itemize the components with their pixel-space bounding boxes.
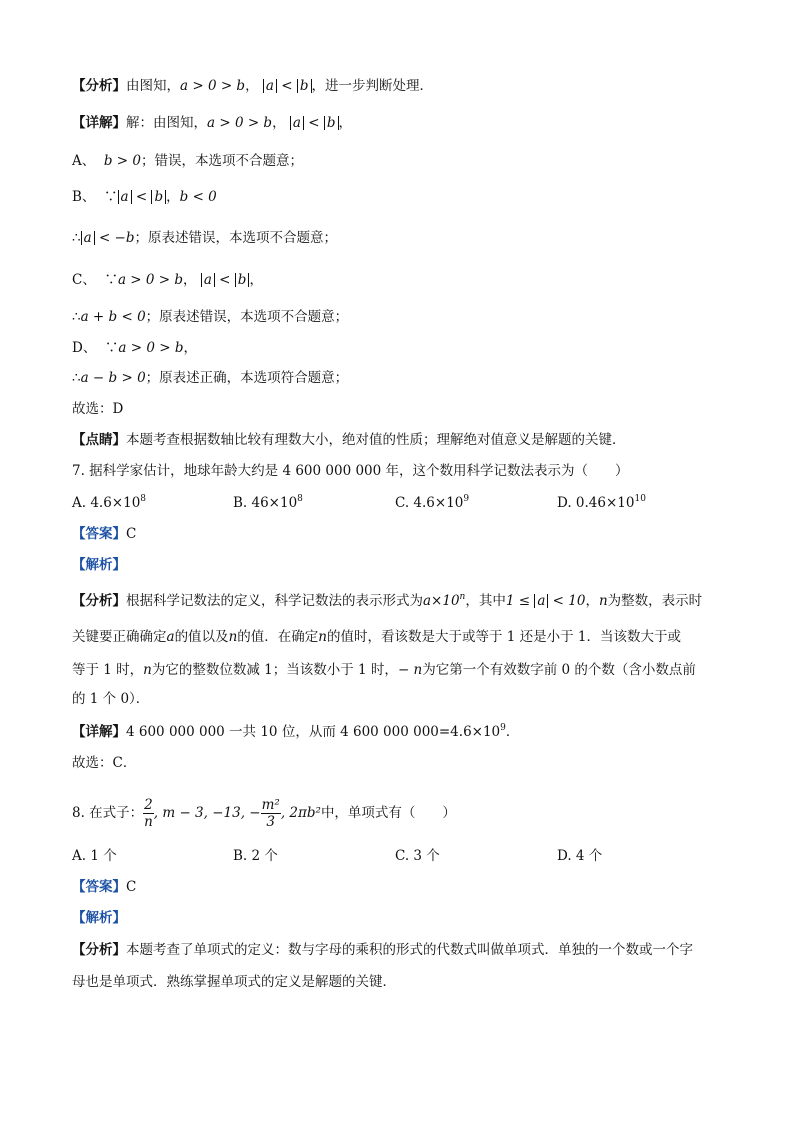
q7-option-d: D. $0.46\times 10^{10}$ — [557, 494, 646, 511]
q7-option-b: B. $46\times 10^8$ — [233, 494, 303, 511]
choose-line: 故选：D — [72, 401, 124, 417]
abs-value: a — [201, 273, 215, 287]
abs-value: b — [324, 116, 339, 130]
abs-value: b — [297, 79, 312, 93]
fraction-m2-over-3: $\frac{\text{m²}}{3}$ — [261, 797, 280, 830]
q7-detail: 【详解】4 600 000 000 一共 10 位，从而 4 600 000 $000=4.6\times 10^9$． — [72, 723, 520, 740]
abs-value: a — [81, 231, 95, 245]
abs-value: a — [290, 116, 304, 130]
q8-option-c: C. 3 个 — [395, 848, 440, 864]
q8-analysis-line-2: 母也是单项式．熟练掌握单项式的定义是解题的关键． — [72, 974, 396, 990]
analysis-tag: 【分析】 — [72, 78, 126, 94]
q8-option-b: B. 2 个 — [233, 848, 278, 864]
analysis-line: 【分析】由图知，a > 0 > b， a < b ，进一步判断处理． — [72, 78, 433, 94]
q7-analysis-line-4: 的 1 个 0）． — [72, 691, 150, 707]
because-symbol: ∵ — [104, 189, 118, 205]
comment-tag: 【点睛】 — [72, 432, 126, 448]
therefore-symbol: ∴ — [72, 230, 81, 246]
q7-explain-tag: 【解析】 — [72, 557, 126, 573]
option-b-conclusion: ∴ a < −b；原表述错误，本选项不合题意； — [72, 230, 338, 246]
question-8-stem: 8. 在式子： $\frac{2}{n}$ , m − 3, −13, − $\frac{\text{m²}}{3}$ , 2πb²中，单项式有（ ） — [72, 797, 456, 830]
analysis-tag: 【分析】 — [72, 942, 126, 958]
option-d-analysis: D、 ∵a > 0 > b， — [72, 340, 197, 356]
question-7-stem: 7. 据科学家估计，地球年龄大约是 4 600 000 000 年，这个数用科学记数法表示为（ ） — [72, 463, 629, 479]
q7-analysis-line-2: 关键要正确确定a的值以及n的值．在确定n的值时，看该数是大于或等于 1 还是小于 1．当该数大于或 — [72, 629, 682, 645]
q8-answer: 【答案】C — [72, 879, 137, 895]
because-symbol: ∵ — [104, 340, 119, 356]
q8-analysis-line-1: 【分析】本题考查了单项式的定义：数与字母的乘积的形式的代数式叫做单项式．单独的一个数或一个字 — [72, 942, 693, 958]
option-d-conclusion: ∴a − b > 0；原表述正确，本选项符合题意； — [72, 370, 349, 386]
detail-line: 【详解】解：由图知，a > 0 > b， a < b ， — [72, 115, 352, 131]
answer-tag: 【答案】 — [72, 879, 126, 895]
q7-analysis-line-1: 【分析】根据科学记数法的定义，科学记数法的表示形式为$a\times 10^n$，其中1 ≤ a < 10，n为整数，表示时 — [72, 592, 703, 609]
q7-choose: 故选：C． — [72, 755, 137, 771]
answer-tag: 【答案】 — [72, 526, 126, 542]
comment-line: 【点睛】本题考查根据数轴比较有理数大小，绝对值的性质；理解绝对值意义是解题的关键． — [72, 432, 626, 448]
q7-analysis-line-3: 等于 1 时，n为它的整数位数减 1；当该数小于 1 时，− n为它第一个有效数字前 0 的个数（含小数点前 — [72, 662, 696, 678]
option-b-analysis: B、 ∵ a < b ，b < 0 — [72, 189, 217, 205]
abs-value: b — [151, 190, 166, 204]
option-c-analysis: C、 ∵a > 0 > b， a < b ， — [72, 272, 263, 288]
analysis-tag: 【分析】 — [72, 593, 126, 609]
because-symbol: ∵ — [104, 272, 118, 288]
q8-option-a: A. 1 个 — [72, 848, 117, 864]
abs-value: a — [534, 594, 548, 608]
option-c-conclusion: ∴a + b < 0；原表述错误，本选项不合题意； — [72, 309, 349, 325]
abs-value: b — [235, 273, 250, 287]
q8-option-d: D. 4 个 — [557, 848, 603, 864]
q7-option-c: C. $4.6\times 10^9$ — [395, 494, 470, 511]
therefore-symbol: ∴ — [72, 370, 81, 386]
q7-option-a: A. $4.6\times 10^8$ — [72, 494, 147, 511]
option-a-analysis: A、 b > 0；错误，本选项不合题意； — [72, 153, 303, 169]
q8-explain-tag: 【解析】 — [72, 910, 126, 926]
q7-answer: 【答案】C — [72, 526, 137, 542]
therefore-symbol: ∴ — [72, 309, 81, 325]
detail-tag: 【详解】 — [72, 724, 126, 740]
abs-value: a — [263, 79, 277, 93]
detail-tag: 【详解】 — [72, 115, 126, 131]
abs-value: a — [118, 190, 132, 204]
fraction-2-over-n: $\frac{2}{n}$ — [144, 797, 153, 830]
